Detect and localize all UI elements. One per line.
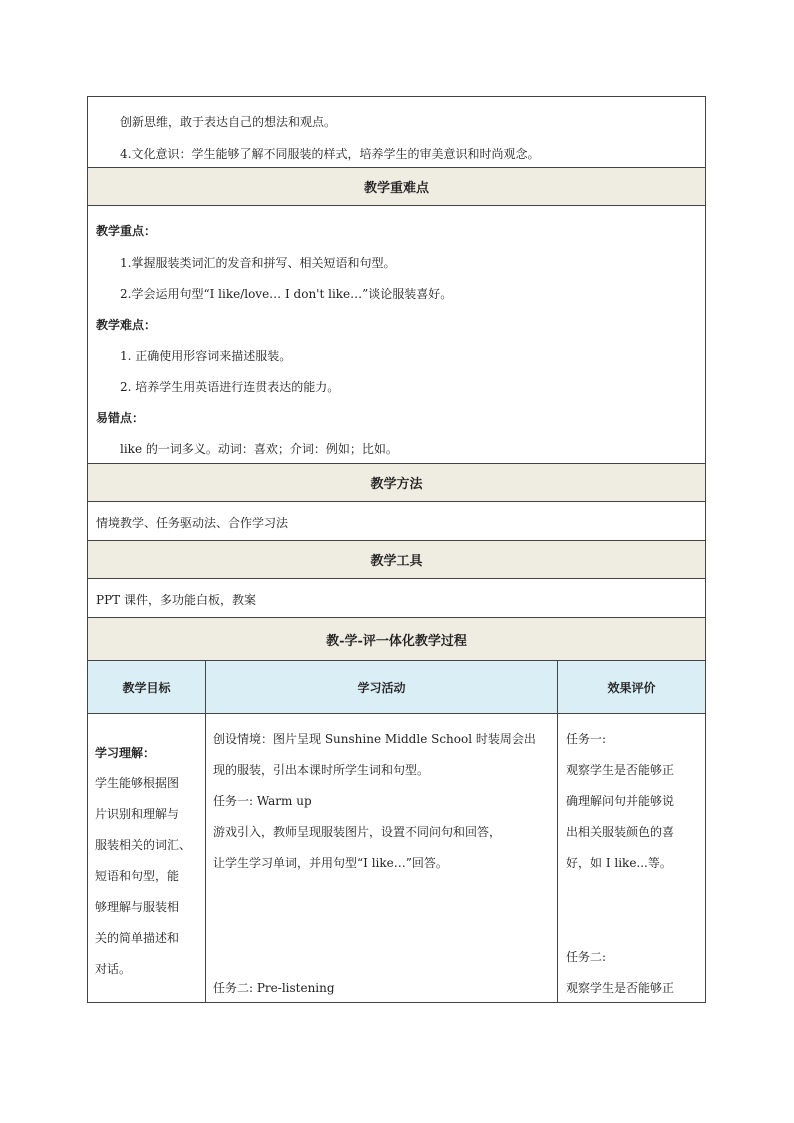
eval-line: 观察学生是否能够正 [566,763,675,777]
intro-line-2: 4.文化意识：学生能够了解不同服装的样式，培养学生的审美意识和时尚观念。 [120,147,540,161]
goal-line: 够理解与服装相 [95,900,180,914]
process-header: 教-学-评一体化教学过程 [87,618,706,661]
tools-header: 教学工具 [87,541,706,579]
activity-cell [206,714,558,1002]
lesson-plan-document [87,96,706,1003]
key-label: 教学重点： [96,224,157,238]
activity-line: 现的服装，引出本课时所学生词和句型。 [213,763,430,777]
goal-line: 服装相关的词汇、 [95,838,192,852]
eval-task2-title: 任务二: [566,950,607,964]
error-item-1: like 的一词多义。动词：喜欢；介词：例如；比如。 [120,442,398,456]
methods-section [87,502,706,541]
activity-task2: 任务二: Pre-listening [213,981,335,995]
difficulty-item-1: 1. 正确使用形容词来描述服装。 [120,349,292,363]
activity-line: 创设情境：图片呈现 Sunshine Middle School 时装周会出 [213,732,536,746]
key-item-1: 1.掌握服装类词汇的发音和拼写、相关短语和句型。 [120,256,396,270]
activity-line: 任务一: Warm up [213,794,312,808]
goal-cell [88,714,206,1002]
key-item-2: 2.学会运用句型“I like/love… I don't like…”谈论服装喜好。 [120,287,453,301]
activity-line: 让学生学习单词，并用句型“I like…”回答。 [213,856,448,870]
intro-section [87,96,706,168]
key-difficulties-section [87,206,706,464]
eval-cell [558,714,705,1002]
error-label: 易错点： [96,411,145,425]
process-column-headers [87,661,706,714]
eval-task2-line: 观察学生是否能够正 [566,981,675,995]
col-goal-header: 教学目标 [88,661,206,713]
methods-content: 情境教学、任务驱动法、合作学习法 [96,516,289,530]
eval-line: 确理解问句并能够说 [566,794,675,808]
goal-title: 学习理解： [95,746,156,760]
methods-header: 教学方法 [87,464,706,502]
eval-line: 出相关服装颜色的喜 [566,825,675,839]
eval-line: 好，如 I like...等。 [566,856,672,870]
key-difficulties-header: 教学重难点 [87,168,706,206]
col-activity-header: 学习活动 [206,661,558,713]
goal-line: 短语和句型，能 [95,869,180,883]
tools-section [87,579,706,618]
difficulty-label: 教学难点： [96,318,157,332]
difficulty-item-2: 2. 培养学生用英语进行连贯表达的能力。 [120,380,340,394]
col-eval-header: 效果评价 [558,661,705,713]
tools-content: PPT 课件，多功能白板，教案 [96,593,256,607]
goal-line: 关的简单描述和 [95,931,180,945]
goal-line: 片识别和理解与 [95,807,180,821]
process-row [87,714,706,1003]
goal-line: 对话。 [95,962,132,976]
goal-line: 学生能够根据图 [95,776,180,790]
eval-line: 任务一: [566,732,607,746]
intro-line-1: 创新思维，敢于表达自己的想法和观点。 [120,115,337,129]
activity-line: 游戏引入，教师呈现服装图片，设置不同问句和回答， [213,825,502,839]
